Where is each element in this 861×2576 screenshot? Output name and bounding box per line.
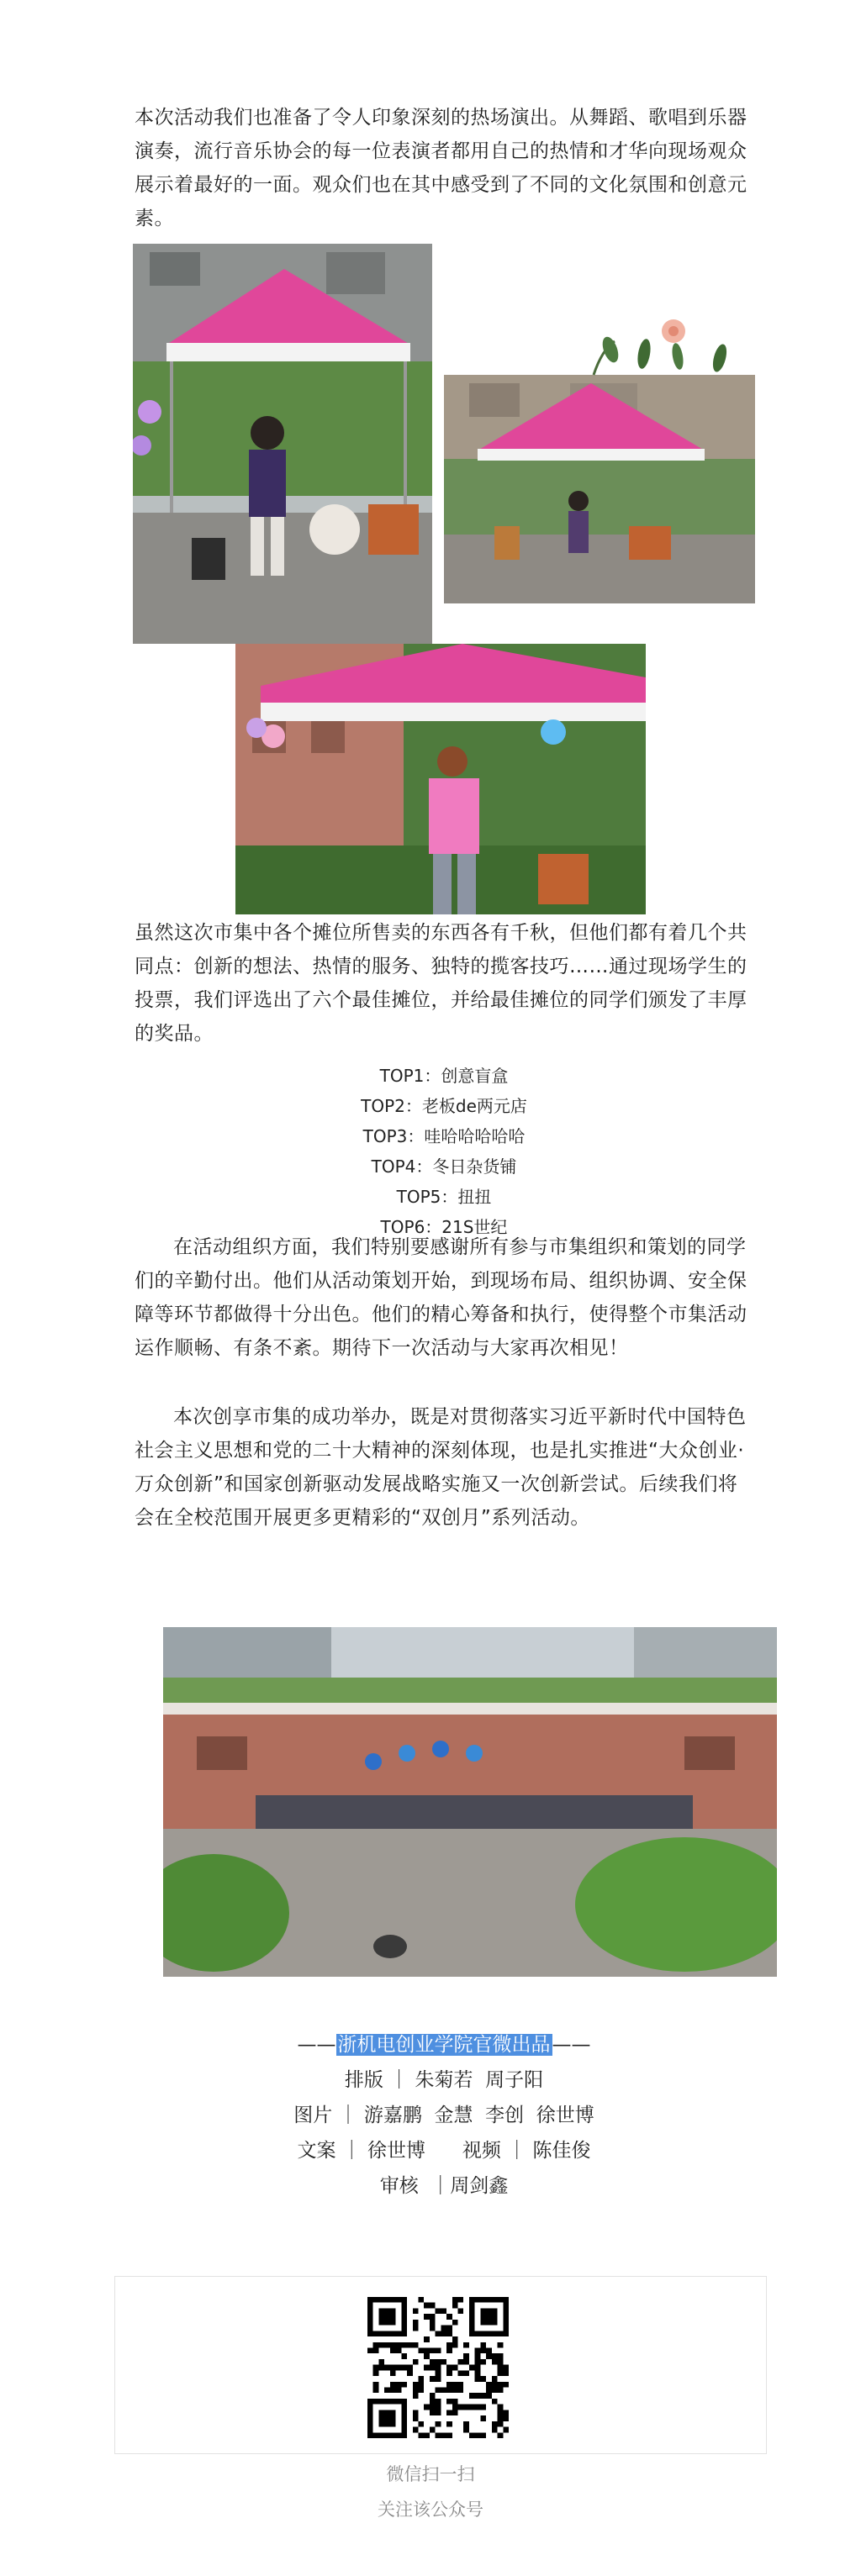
paragraph-thanks: 在活动组织方面，我们特别要感谢所有参与市集组织和策划的同学们的辛勤付出。他们从活动策划开始，到现场布局、组织协调、安全保障等环节都做得十分出色。他们的精心筹备和执行，使得整个市集活动运作顺畅、有条不紊。期待下一次活动与大家再次相见！ [135, 1236, 747, 1359]
top-list-item: TOP2：老板de两元店 [361, 1096, 527, 1116]
credit-copy-video: 文案 ｜ 徐世博 视频 ｜ 陈佳俊 [297, 2140, 591, 2162]
top-list-item: TOP6：21S世纪 [380, 1217, 508, 1237]
top-list-item: TOP5：扭扭 [396, 1187, 492, 1207]
dash-right: —— [552, 2034, 591, 2056]
top-list-item: TOP4：冬日杂货铺 [371, 1156, 517, 1177]
top-stalls-list [135, 1061, 753, 1242]
photo-singer-under-tent [133, 244, 432, 644]
credits-section [135, 2027, 753, 2204]
credit-layout: 排版 ｜ 朱菊若 周子阳 [344, 2069, 544, 2091]
dash-left: —— [297, 2034, 336, 2056]
brand-name-highlight: 浙机电创业学院官微出品 [337, 2034, 551, 2056]
paragraph-summary: 本次创享市集的成功举办，既是对贯彻落实习近平新时代中国特色社会主义思想和党的二十大精神的深刻体现，也是扎实推进“大众创业·万众创新”和国家创新驱动发展战略实施又一次创新尝试。后续我们将会在全校范围开展更多更精彩的“双创月”系列活动。 [135, 1406, 747, 1529]
qr-caption-scan: 微信扫一扫 [386, 2464, 475, 2484]
paragraph-intro: 本次活动我们也准备了令人印象深刻的热场演出。从舞蹈、歌唱到乐器演奏，流行音乐协会的每一位表演者都用自己的热情和才华向现场观众展示着最好的一面。观众们也在其中感受到了不同的文化氛围和创意元素。 [135, 107, 747, 229]
photo-group-building [163, 1627, 777, 1977]
paragraph-stalls: 虽然这次市集中各个摊位所售卖的东西各有千秋，但他们都有着几个共同点：创新的想法、热情的服务、独特的揽客技巧……通过现场学生的投票，我们评选出了六个最佳摊位，并给最佳摊位的同学们颁发了丰厚的奖品。 [135, 922, 747, 1045]
photo-small-tent-band [444, 375, 755, 603]
credit-review: 审核 ｜周剑鑫 [379, 2175, 509, 2197]
qr-caption-follow: 关注该公众号 [378, 2500, 483, 2520]
top-list-item: TOP3：哇哈哈哈哈哈 [362, 1126, 526, 1146]
decorative-leaves-illustration [577, 316, 753, 383]
qr-code-image[interactable] [367, 2297, 509, 2438]
credit-photos: 图片 ｜ 游嘉鹏 金慧 李创 徐世博 [293, 2105, 594, 2126]
qr-card [114, 2276, 767, 2454]
top-list-item: TOP1：创意盲盒 [379, 1066, 509, 1086]
photo-performer-pink-shirt [235, 644, 646, 914]
brand-line [135, 2027, 753, 2062]
